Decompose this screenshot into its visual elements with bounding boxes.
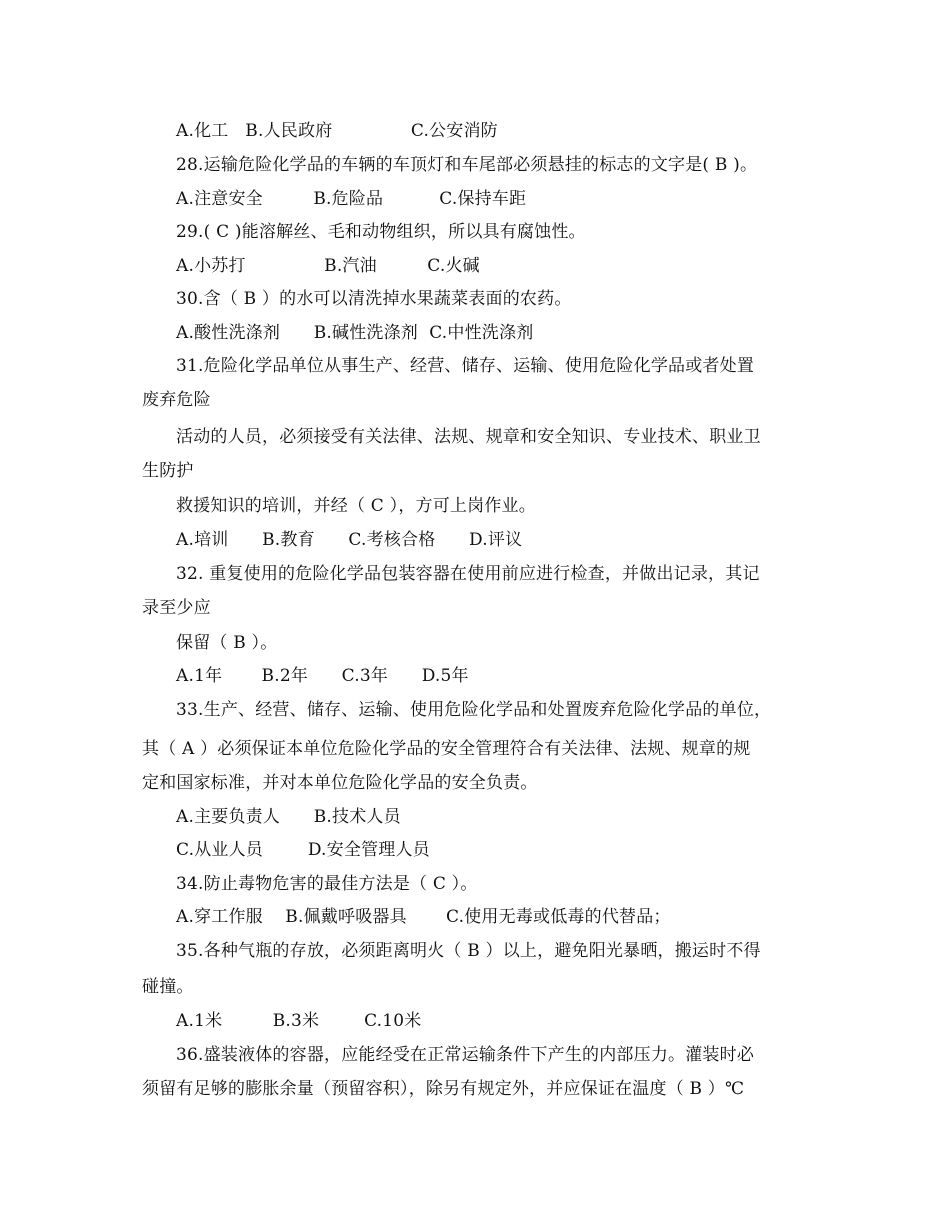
text-line: A.主要负责人 B.技术人员 xyxy=(176,807,401,827)
question-32: 32. 重复使用的危险化学品包装容器在使用前应进行检查，并做出记录，其记 xyxy=(176,564,760,584)
question-34: 34.防止毒物危害的最佳方法是（ C ）。 xyxy=(176,874,478,894)
question-33: 33.生产、经营、储存、运输、使用危险化学品和处置废弃危险化学品的单位， xyxy=(176,700,772,720)
text-line: 保留（ B ）。 xyxy=(176,633,278,653)
text-line: A.酸性洗涤剂 B.碱性洗涤剂 C.中性洗涤剂 xyxy=(176,323,534,343)
text-line: A.穿工作服 B.佩戴呼吸器具 C.使用无毒或低毒的代替品； xyxy=(176,907,671,927)
text-line: C.从业人员 D.安全管理人员 xyxy=(176,840,430,860)
text-line: A.培训 B.教育 C.考核合格 D.评议 xyxy=(176,530,523,550)
text-line: A.化工 B.人民政府 C.公安消防 xyxy=(176,121,498,141)
text-line: 碰撞。 xyxy=(142,977,194,997)
question-29: 29.( C )能溶解丝、毛和动物组织，所以具有腐蚀性。 xyxy=(176,222,586,242)
text-line: 定和国家标准，并对本单位危险化学品的安全负责。 xyxy=(142,773,538,793)
question-30: 30.含（ B ）的水可以清洗掉水果蔬菜表面的农药。 xyxy=(176,289,572,309)
text-line: 活动的人员，必须接受有关法律、法规、规章和安全知识、专业技术、职业卫 xyxy=(176,427,761,447)
text-line: 其（ A ）必须保证本单位危险化学品的安全管理符合有关法律、法规、规章的规 xyxy=(142,739,751,759)
question-31: 31.危险化学品单位从事生产、经营、储存、运输、使用危险化学品或者处置 xyxy=(176,356,755,376)
text-line: 录至少应 xyxy=(142,598,211,618)
text-line: A.小苏打 B.汽油 C.火碱 xyxy=(176,256,480,276)
text-line: A.注意安全 B.危险品 C.保持车距 xyxy=(176,189,527,209)
question-35: 35.各种气瓶的存放，必须距离明火（ B ）以上，避免阳光暴晒，搬运时不得 xyxy=(176,941,761,961)
text-line: 须留有足够的膨胀余量（预留容积），除另有规定外，并应保证在温度（ B ）℃ xyxy=(142,1079,745,1099)
text-line: A.1年 B.2年 C.3年 D.5年 xyxy=(176,666,469,686)
text-line: 救援知识的培训，并经（ C ），方可上岗作业。 xyxy=(176,496,536,516)
question-28: 28.运输危险化学品的车辆的车顶灯和车尾部必须悬挂的标志的文字是( B )。 xyxy=(176,155,758,175)
text-line: A.1米 B.3米 C.10米 xyxy=(176,1011,422,1031)
question-36: 36.盛装液体的容器，应能经受在正常运输条件下产生的内部压力。灌装时必 xyxy=(176,1045,755,1065)
text-line: 废弃危险 xyxy=(142,390,211,410)
text-line: 生防护 xyxy=(142,461,194,481)
